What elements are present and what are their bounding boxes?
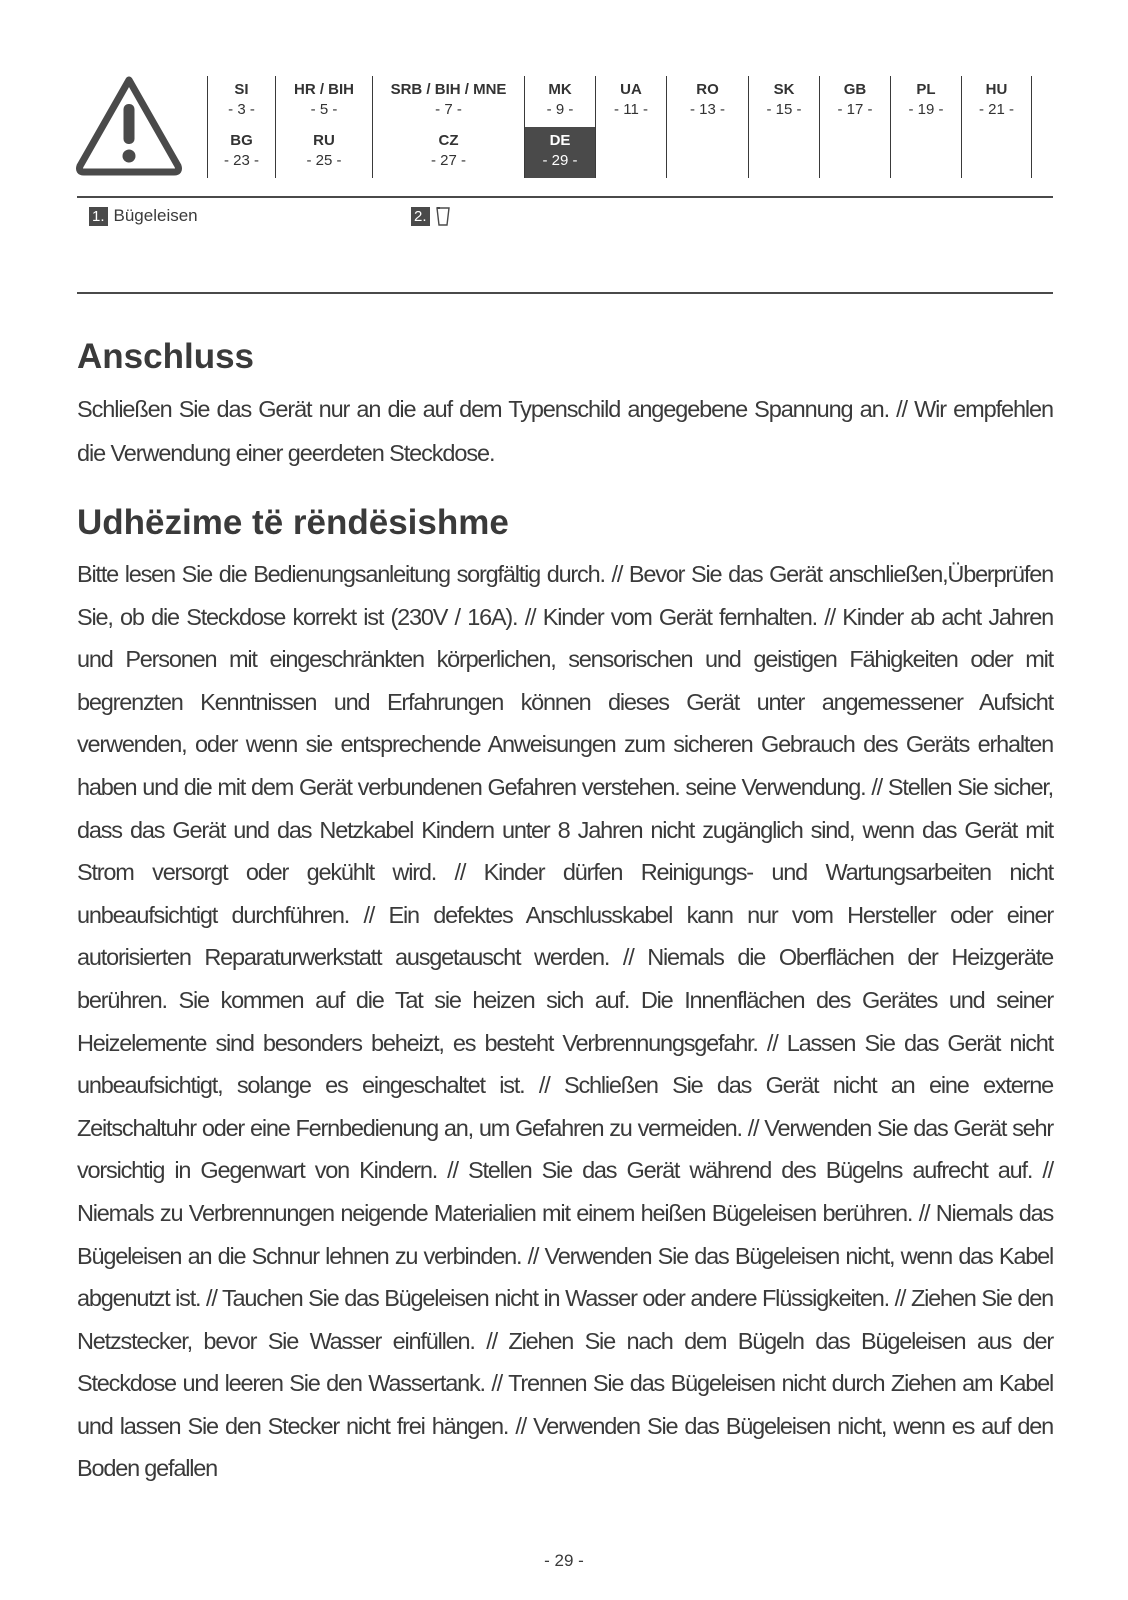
lang-cell-empty — [666, 127, 748, 178]
lang-cell-active[interactable]: DE - 29 - — [524, 127, 595, 178]
divider — [77, 196, 1053, 198]
lang-cell[interactable]: SK - 15 - — [748, 76, 819, 127]
language-index-table — [207, 76, 1052, 178]
lang-cell-empty — [748, 127, 819, 178]
divider — [77, 292, 1053, 294]
lang-cell[interactable]: UA - 11 - — [595, 76, 666, 127]
item-number: 2. — [411, 207, 430, 226]
lang-cell-empty — [819, 127, 890, 178]
lang-cell[interactable]: SI - 3 - — [207, 76, 275, 127]
lang-cell[interactable]: HR / BIH - 5 - — [275, 76, 372, 127]
lang-cell[interactable]: RO - 13 - — [666, 76, 748, 127]
parts-item-2 — [411, 206, 450, 226]
parts-item-1 — [89, 206, 198, 226]
item-number: 1. — [89, 207, 108, 226]
lang-cell[interactable]: HU - 21 - — [961, 76, 1032, 127]
lang-cell-empty — [961, 127, 1032, 178]
lang-cell-empty — [890, 127, 961, 178]
section-paragraph: Bitte lesen Sie die Bedienungsanleitung sorgfältig durch. // Bevor Sie das Gerät anschließen,Überprüfen Sie, ob die Steckdose korrekt ist (230V / 16A). // Kinder vom Gerät fernhalten. // Kinder ab acht Jahren und Personen mit eingeschränkten körperlichen, sensorischen und geistigen Fähigkeiten oder mit begrenzten Kenntnissen und Erfahrungen können dieses Gerät unter angemessener Aufsicht verwenden, oder wenn sie entsprechende Anweisungen zum sicheren Gebrauch des Geräts erhalten haben und die mit dem Gerät verbundenen Gefahren verstehen. seine Verwendung. // Stellen Sie sicher, dass das Gerät und das Netzkabel Kindern unter 8 Jahren nicht zugänglich sind, wenn das Gerät mit Strom versorgt oder gekühlt wird. // Kinder dürfen Reinigungs- und Wartungsarbeiten nicht unbeaufsichtigt durchführen. // Ein defektes Anschlusskabel kann nur vom Hersteller oder einer autorisierten Reparaturwerkstatt ausgetauscht werden. // Niemals die Oberflächen der Heizgeräte berühren. Sie kommen auf die Tat sie heizen sich auf. Die Innenflächen des Gerätes und seiner Heizelemente sind besonders beheizt, es besteht Verbrennungsgefahr. // Lassen Sie das Gerät nicht unbeaufsichtigt, solange es eingeschaltet ist. // Schließen Sie das Gerät nicht an eine externe Zeitschaltuhr oder eine Fernbedienung an, um Gefahren zu vermeiden. // Verwenden Sie das Gerät sehr vorsichtig in Gegenwart von Kindern. // Stellen Sie das Gerät während des Bügelns aufrecht auf. // Niemals zu Verbrennungen neigende Materialien mit einem heißen Bügeleisen berühren. // Niemals das Bügeleisen an die Schnur lehnen zu verbinden. // Verwenden Sie das Bügeleisen nicht, wenn das Kabel abgenutzt ist. // Tauchen Sie das Bügeleisen nicht in Wasser oder andere Flüssigkeiten. // Ziehen Sie den Netzstecker, bevor Sie Wasser einfüllen. // Ziehen Sie nach dem Bügeln das Bügeleisen aus der Steckdose und leeren Sie den Wassertank. // Trennen Sie das Bügeleisen nicht durch Ziehen am Kabel und lassen Sie den Stecker nicht frei hängen. // Verwenden Sie das Bügeleisen nicht, wenn es auf den Boden gefallen — [77, 561, 1053, 1482]
section-paragraph: Schließen Sie das Gerät nur an die auf dem Typenschild angegebene Spannung an. // Wir empfehlen die Verwendung einer geerdeten Steckdose. — [77, 396, 1053, 466]
lang-cell[interactable]: MK - 9 - — [524, 76, 595, 127]
section-heading: Udhëzime të rëndësishme — [77, 503, 509, 542]
lang-cell-empty — [595, 127, 666, 178]
lang-cell[interactable]: GB - 17 - — [819, 76, 890, 127]
lang-cell[interactable]: CZ - 27 - — [372, 127, 524, 178]
page-number: - 29 - — [544, 1551, 584, 1570]
lang-cell[interactable]: RU - 25 - — [275, 127, 372, 178]
item-label: Bügeleisen — [113, 206, 198, 225]
lang-cell[interactable]: SRB / BIH / MNE - 7 - — [372, 76, 524, 127]
lang-cell[interactable]: BG - 23 - — [207, 127, 275, 178]
section-heading: Anschluss — [77, 337, 254, 376]
lang-cell[interactable]: PL - 19 - — [890, 76, 961, 127]
warning-triangle-icon — [74, 74, 184, 178]
measuring-cup-icon — [436, 206, 450, 226]
